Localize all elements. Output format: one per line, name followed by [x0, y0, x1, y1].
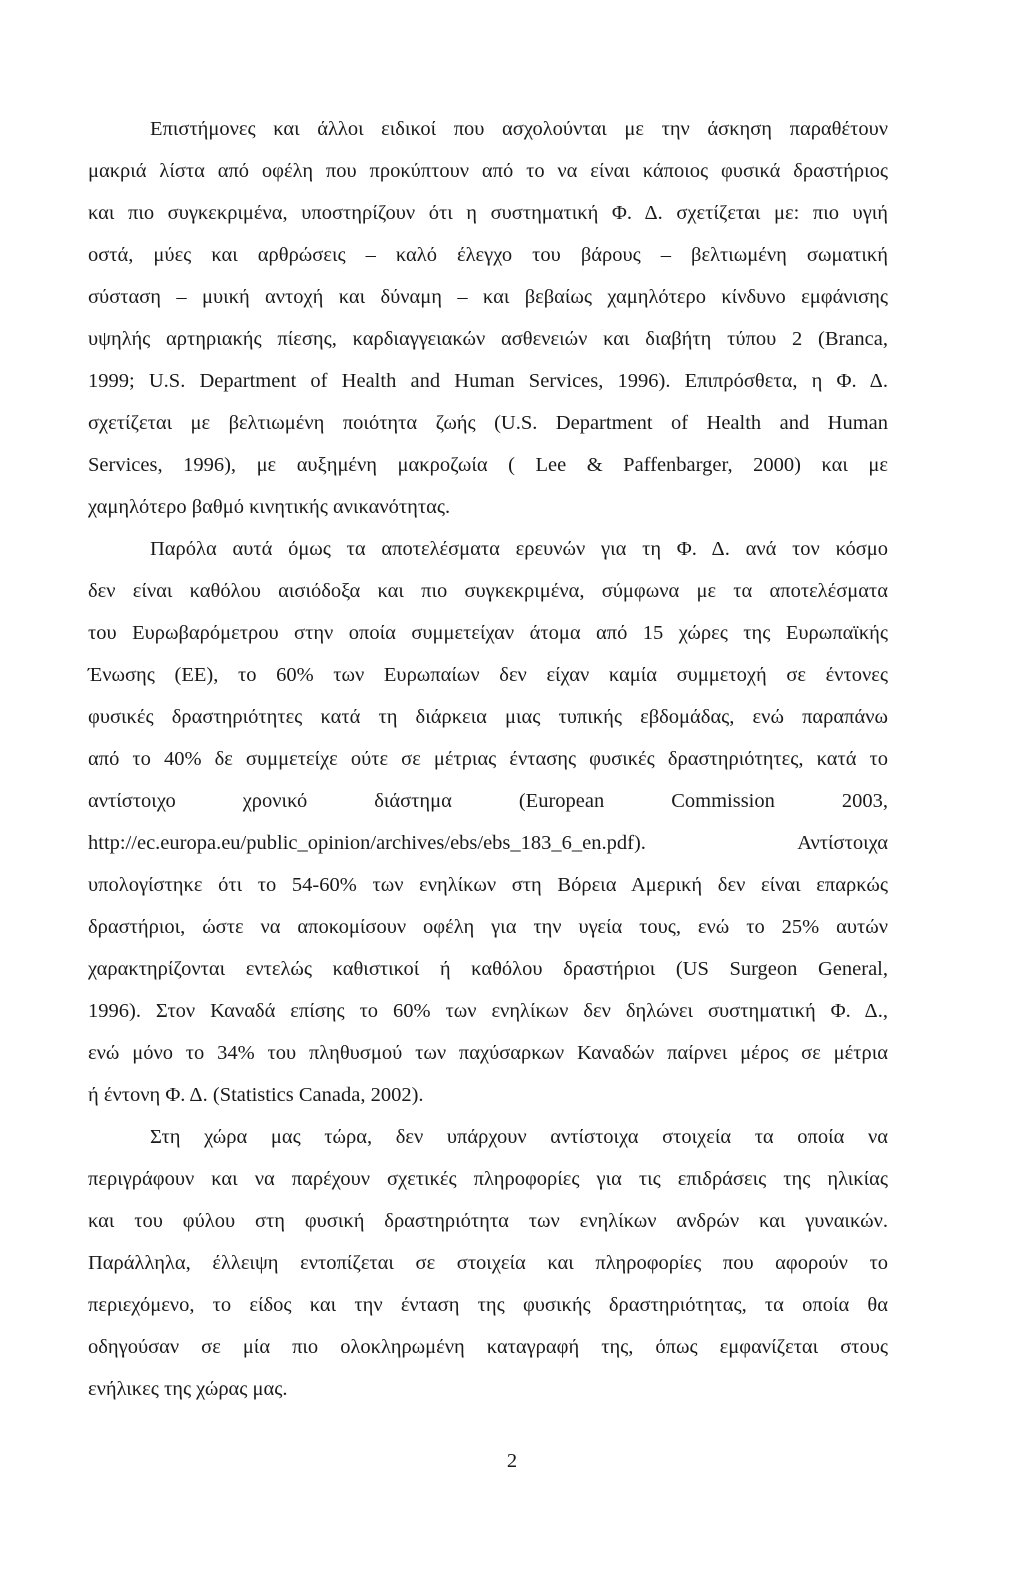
text-line: δραστήριοι, ώστε να αποκομίσουν οφέλη για την υγεία τους, ενώ το 25% αυτών	[88, 916, 888, 938]
text-line: οστά, μύες και αρθρώσεις – καλό έλεγχο του βάρους – βελτιωμένη σωματική	[88, 244, 888, 266]
text-line: Ένωσης (ΕΕ), το 60% των Ευρωπαίων δεν είχαν καμία συμμετοχή σε έντονες	[88, 664, 888, 686]
text-line: χαμηλότερο βαθμό κινητικής ανικανότητας.	[88, 496, 451, 518]
text-line: υψηλής αρτηριακής πίεσης, καρδιαγγειακών ασθενειών και διαβήτη τύπου 2 (Branca,	[88, 328, 888, 350]
text-line: περιεχόμενο, το είδος και την ένταση της φυσικής δραστηριότητας, τα οποία θα	[88, 1294, 888, 1316]
text-line: Επιστήμονες και άλλοι ειδικοί που ασχολούνται με την άσκηση παραθέτουν	[150, 118, 888, 140]
text-line: φυσικές δραστηριότητες κατά τη διάρκεια μιας τυπικής εβδομάδας, ενώ παραπάνω	[88, 706, 888, 728]
text-line: χαρακτηρίζονται εντελώς καθιστικοί ή καθόλου δραστήριοι (US Surgeon General,	[88, 958, 888, 980]
text-line: μακριά λίστα από οφέλη που προκύπτουν από το να είναι κάποιος φυσικά δραστήριος	[88, 160, 888, 182]
text-line: οδηγούσαν σε μία πιο ολοκληρωμένη καταγραφή της, όπως εμφανίζεται στους	[88, 1336, 888, 1358]
text-line: και πιο συγκεκριμένα, υποστηρίζουν ότι η συστηματική Φ. Δ. σχετίζεται με: πιο υγιή	[88, 202, 888, 224]
page-number: 2	[506, 1450, 518, 1472]
text-line: σχετίζεται με βελτιωμένη ποιότητα ζωής (U.S. Department of Health and Human	[88, 412, 888, 434]
text-line: Στη χώρα μας τώρα, δεν υπάρχουν αντίστοιχα στοιχεία τα οποία να	[150, 1126, 888, 1148]
text-line: δεν είναι καθόλου αισιόδοξα και πιο συγκεκριμένα, σύμφωνα με τα αποτελέσματα	[88, 580, 888, 602]
text-line: ή έντονη Φ. Δ. (Statistics Canada, 2002).	[88, 1084, 424, 1106]
text-line: 1999; U.S. Department of Health and Human Services, 1996). Επιπρόσθετα, η Φ. Δ.	[88, 370, 888, 392]
text-line: αντίστοιχο χρονικό διάστημα (European Commission 2003,	[88, 790, 888, 812]
text-line: από το 40% δε συμμετείχε ούτε σε μέτριας έντασης φυσικές δραστηριότητες, κατά το	[88, 748, 888, 770]
text-line: Παρόλα αυτά όμως τα αποτελέσματα ερευνών για τη Φ. Δ. ανά τον κόσμο	[150, 538, 888, 560]
text-line: Παράλληλα, έλλειψη εντοπίζεται σε στοιχεία και πληροφορίες που αφορούν το	[88, 1252, 888, 1274]
text-line: και του φύλου στη φυσική δραστηριότητα των ενηλίκων ανδρών και γυναικών.	[88, 1210, 888, 1232]
text-line: http://ec.europa.eu/public_opinion/archives/ebs/ebs_183_6_en.pdf). Αντίστοιχα	[88, 832, 888, 854]
text-line: του Ευρωβαρόμετρου στην οποία συμμετείχαν άτομα από 15 χώρες της Ευρωπαϊκής	[88, 622, 888, 644]
text-line: Services, 1996), με αυξημένη μακροζωία ( Lee & Paffenbarger, 2000) και με	[88, 454, 888, 476]
text-line: ενώ μόνο το 34% του πληθυσμού των παχύσαρκων Καναδών παίρνει μέρος σε μέτρια	[88, 1042, 888, 1064]
body-text	[88, 108, 888, 1410]
text-line: 1996). Στον Καναδά επίσης το 60% των ενηλίκων δεν δηλώνει συστηματική Φ. Δ.,	[88, 1000, 888, 1022]
text-line: περιγράφουν και να παρέχουν σχετικές πληροφορίες για τις επιδράσεις της ηλικίας	[88, 1168, 888, 1190]
text-line: σύσταση – μυική αντοχή και δύναμη – και βεβαίως χαμηλότερο κίνδυνο εμφάνισης	[88, 286, 888, 308]
text-line: ενήλικες της χώρας μας.	[88, 1378, 288, 1400]
text-line: υπολογίστηκε ότι το 54-60% των ενηλίκων στη Βόρεια Αμερική δεν είναι επαρκώς	[88, 874, 888, 896]
